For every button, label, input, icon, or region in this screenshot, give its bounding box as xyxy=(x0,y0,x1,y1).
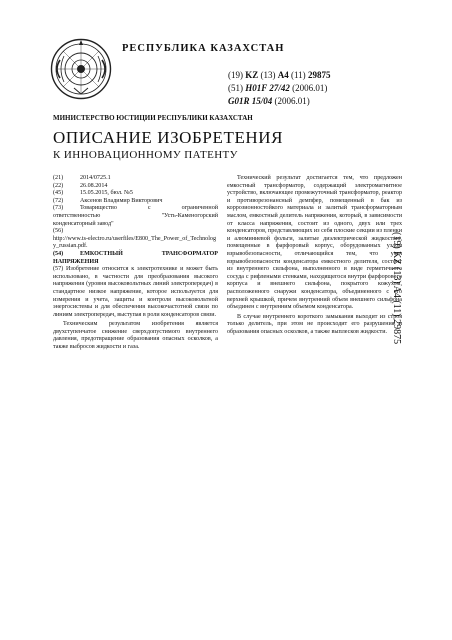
state-emblem xyxy=(50,38,112,100)
owner-word: ответственностью xyxy=(53,212,101,219)
inid-51: (51) xyxy=(228,83,246,93)
ipc-version-2: (2006.01) xyxy=(272,96,310,106)
abstract-paragraph: Изобретение относится к электротехнике и может быть использовано, в частности для преобразования высокого напряжения (уровня высоковольтных линий электропередач) в стандартное низкое напряжение, которое используется для измерения и учета, защиты и контроля высоковольтной энергосистемы и для обеспечения высокочастотной связи по линиям электропередач, выступая в роли конденсаторов связи. xyxy=(53,266,218,318)
owner-word: ограниченной xyxy=(181,205,218,212)
invention-title-line-1 xyxy=(80,251,218,259)
publication-codes xyxy=(228,69,330,108)
owner-line-3: конденсаторный завод" xyxy=(53,220,114,227)
field-57 xyxy=(53,266,218,319)
owner-line-1 xyxy=(80,205,218,213)
application-number: 2014/0725.1 xyxy=(80,175,111,181)
reference-url: http://www.ts-electro.ru/userfiles/E800_The_Power_of_Technology_russian.pdf. xyxy=(53,235,216,250)
field-21 xyxy=(53,175,218,183)
left-column xyxy=(53,175,218,352)
invention-title-line-2: НАПРЯЖЕНИЯ xyxy=(53,258,99,265)
ipc-line-1 xyxy=(228,82,330,95)
field-22 xyxy=(53,183,218,191)
field-54-line-1 xyxy=(53,251,218,259)
ipc-code-1: H01F 27/42 xyxy=(245,83,290,93)
owner-word: "Усть-Каменогорский xyxy=(161,212,218,219)
owner-word: с xyxy=(147,205,151,212)
document-title: ОПИСАНИЕ ИЗОБРЕТЕНИЯ xyxy=(53,128,284,147)
owner-word: Товарищество xyxy=(80,205,117,212)
invention-title-word: ЕМКОСТНЫЙ xyxy=(80,250,123,257)
field-56 xyxy=(53,228,218,251)
publication-number-line xyxy=(228,69,330,82)
field-number: (72) xyxy=(53,197,64,204)
field-number: (56) xyxy=(53,228,64,235)
field-73-line-1 xyxy=(53,205,218,213)
kind-code: A4 xyxy=(277,70,289,80)
country-code: KZ xyxy=(245,70,259,80)
ipc-line-2 xyxy=(228,95,330,108)
ministry-name: МИНИСТЕРСТВО ЮСТИЦИИ РЕСПУБЛИКИ КАЗАХСТАН xyxy=(53,114,253,122)
short-circuit-paragraph: В случае внутреннего короткого замыкания выходит из строя только делитель, при этом не происходит его разрушения и образования опасных осколков, а также выплесков жидкости. xyxy=(227,313,402,335)
field-number: (54) xyxy=(53,250,64,257)
field-number: (45) xyxy=(53,190,64,197)
country-name: РЕСПУБЛИКА КАЗАХСТАН xyxy=(122,43,285,54)
field-number: (21) xyxy=(53,175,64,181)
field-73 xyxy=(53,205,218,228)
ipc-version-1: (2006.01) xyxy=(289,83,328,93)
field-56-head xyxy=(53,228,218,236)
technical-result-paragraph: Техническим результатом изобретения является двухступенчатое снижение сверхдопустимого внутреннего давления, предотвращение образования опасных осколков, а также выбросов жидкости и газа. xyxy=(53,321,218,351)
invention-title-word: ТРАНСФОРМАТОР xyxy=(161,250,218,257)
field-number: (73) xyxy=(53,205,64,212)
filing-date: 26.08.2014 xyxy=(80,182,108,189)
patent-number: 29875 xyxy=(307,70,331,80)
field-73-line-2 xyxy=(53,213,218,221)
claim-paragraph: Технический результат достигается тем, что предложен емкостный трансформатор, содержащий электромагнитное устройство, включающее промежуточный трансформатор, реактор и противорезонансный демпфер, помещенный в бак из коррозионностойкого материала и залитый трансформаторным маслом, емкостный делитель напряжения, который, в зависимости от класса напряжения, состоит из одного, двух или трех конденсаторов, представляющих из себя плоские секции из пленки и алюминиевой фольги, залитые диэлектрической жидкостью, помещенные в фарфоровый корпус, оборудованных узлом взрывобезопасности, отличающийся тем, что узел взрывобезопасности конденсатора емкостного делителя, состоит из внутреннего сильфона, выполненного в виде герметичного сосуда с рифлеными стенками, находящегося внутри фарфорового корпуса и внешнего сильфона, покрытого кожухом, расположенного снаружи конденсатора, объединенного с его верхней крышкой, причем внутренний объем внешнего сильфона объединен с внутренним объемом конденсатора. xyxy=(227,175,402,311)
inid-11: (11) xyxy=(288,70,308,80)
publication-date: 15.05.2015, бюл. №5 xyxy=(80,190,133,197)
right-column xyxy=(227,175,402,336)
inid-13: (13) xyxy=(258,70,278,80)
field-number: (22) xyxy=(53,182,64,189)
field-45 xyxy=(53,190,218,198)
ipc-code-2: G01R 15/04 xyxy=(228,96,273,106)
side-publication-code: (19) KZ (13) A4 (11) 29875 xyxy=(391,232,402,345)
inid-19: (19) xyxy=(228,70,246,80)
field-54 xyxy=(53,251,218,266)
field-number: (57) xyxy=(53,266,64,273)
document-subtitle: К ИННОВАЦИОННОМУ ПАТЕНТУ xyxy=(53,149,238,161)
inventor: Аксенов Владимир Викторович xyxy=(80,197,163,204)
